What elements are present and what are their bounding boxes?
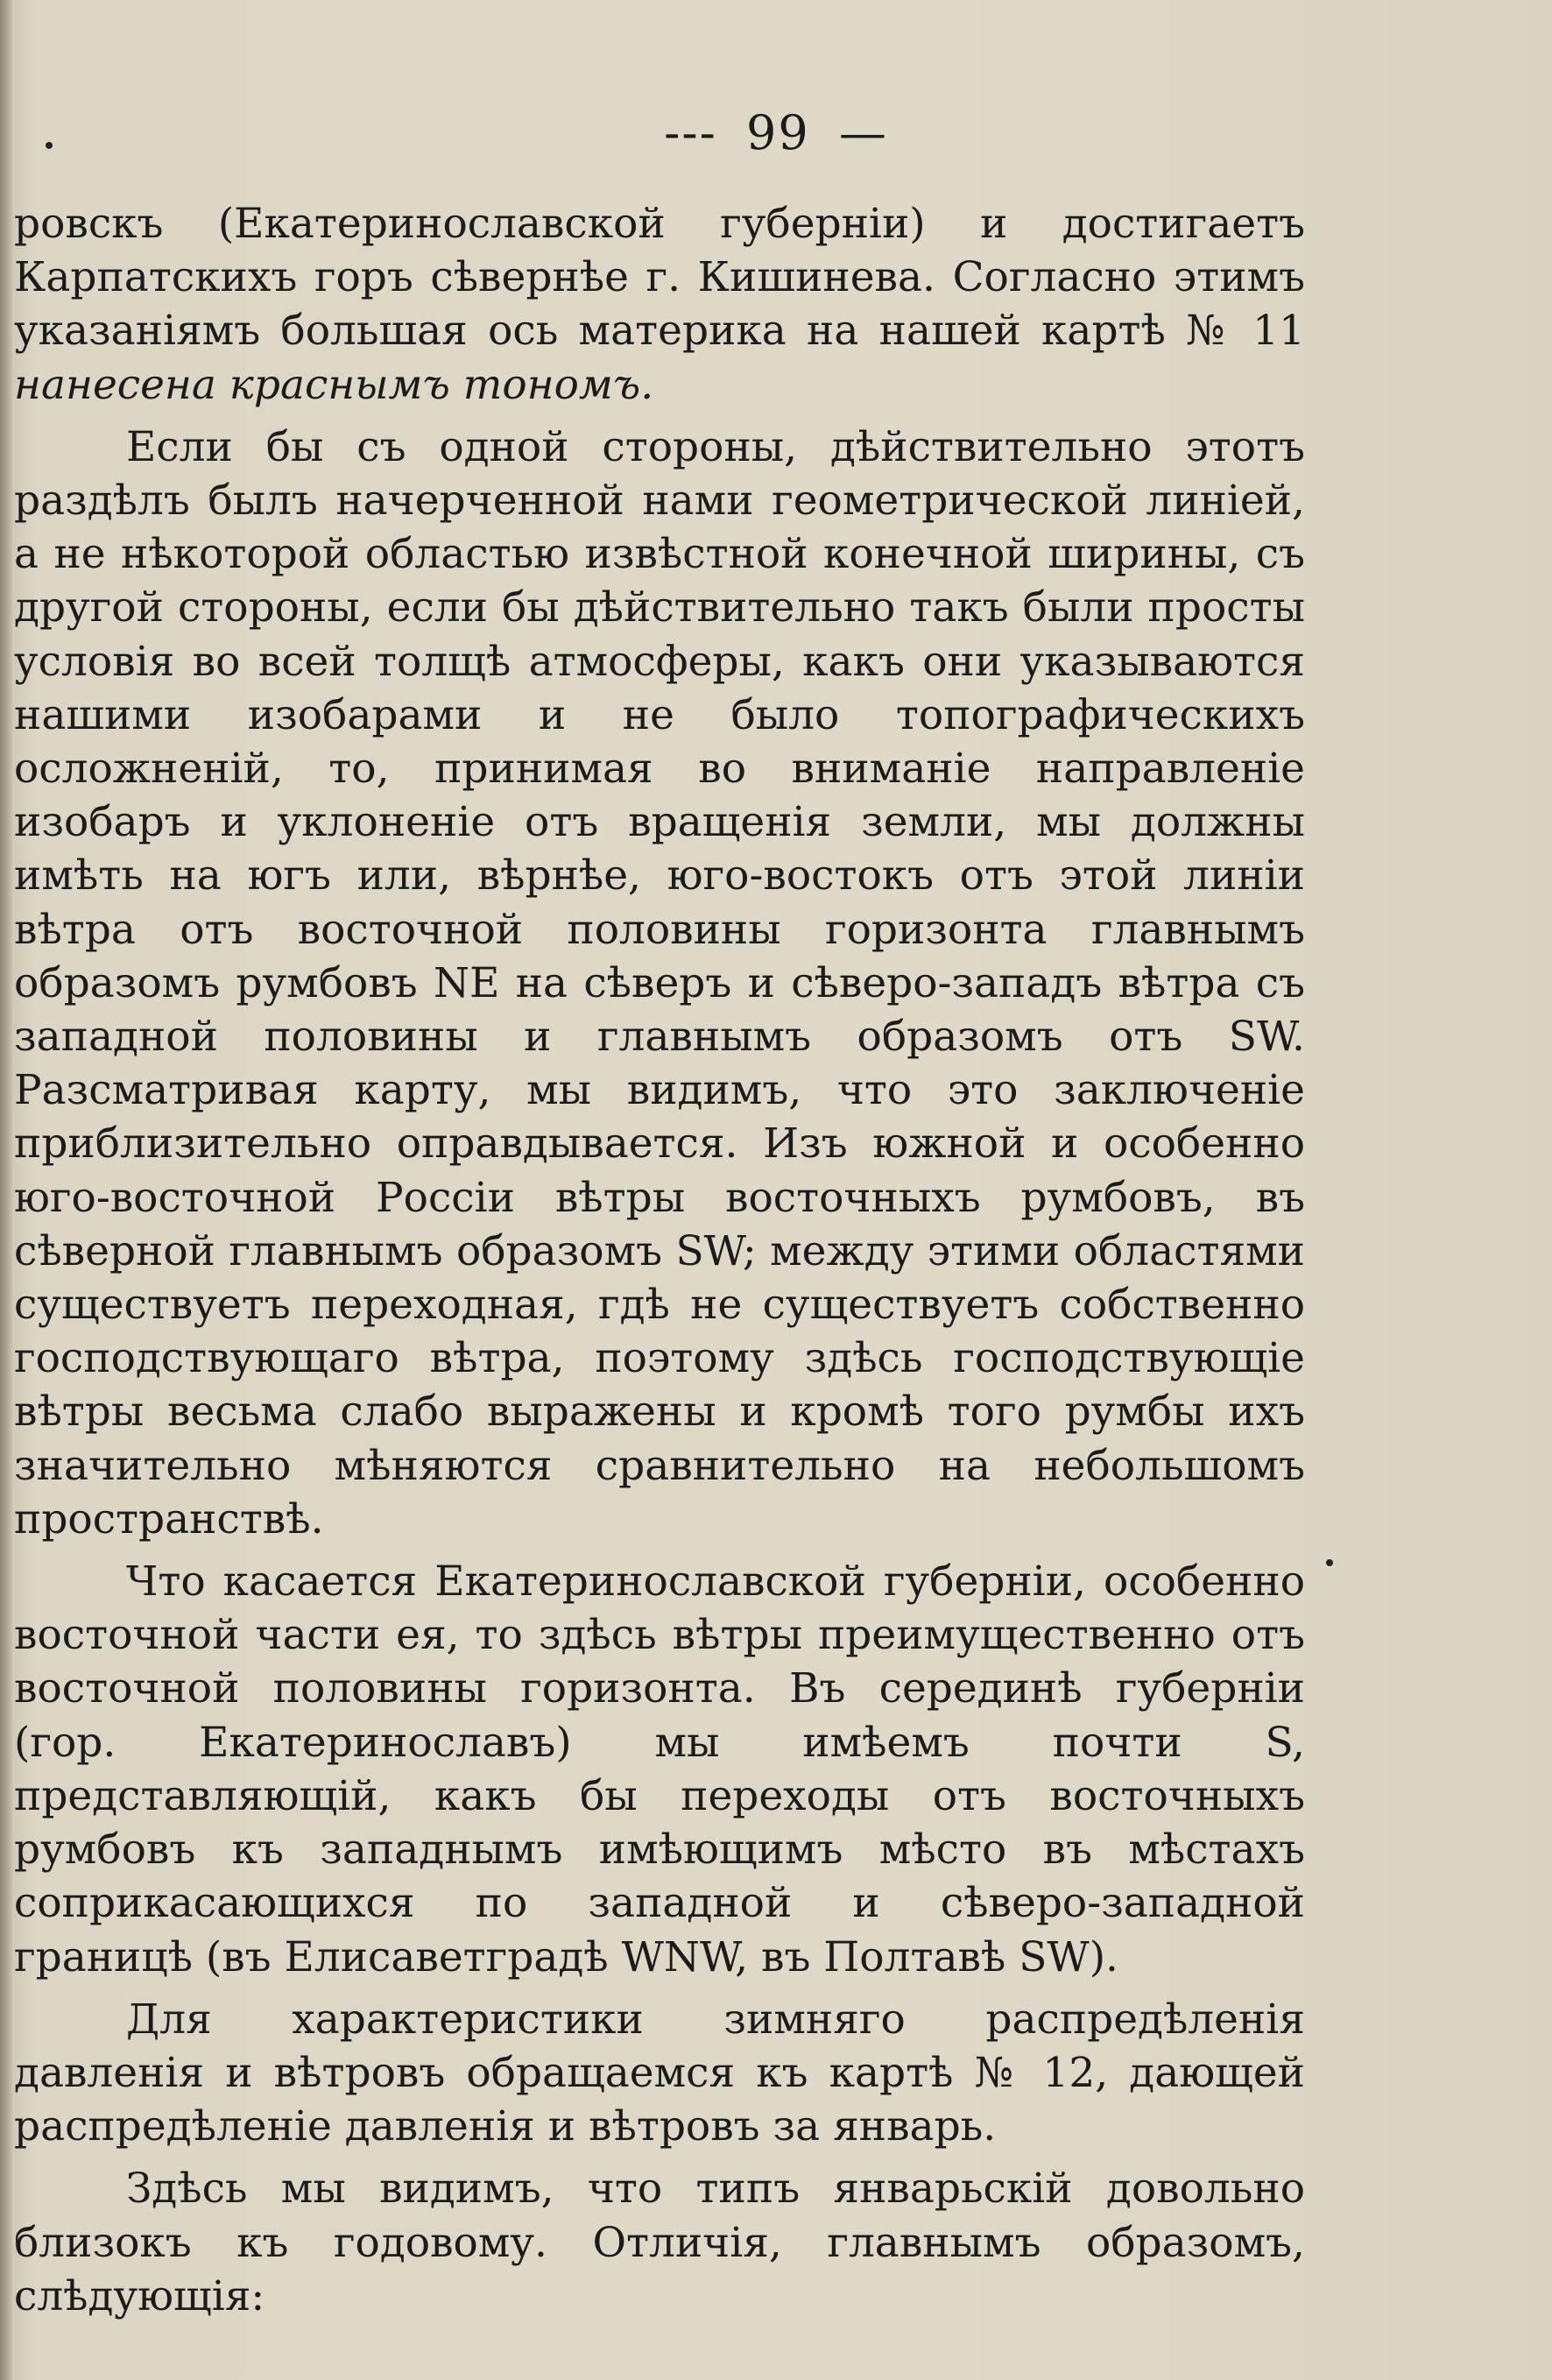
ink-speck (46, 142, 53, 149)
paragraph-1-text: ровскъ (Екатеринославской губерніи) и достигаетъ Карпатскихъ горъ сѣвернѣе г. Кишинева. Согласно этимъ указаніямъ большая ось материка на нашей картѣ № 11 (14, 200, 1305, 356)
paragraph-5: Здѣсь мы видимъ, что типъ январьскій довольно близокъ къ годовому. Отличія, главнымъ образомъ, слѣдующія: (14, 2165, 1305, 2320)
header-left-dash: --- (664, 105, 717, 160)
header-right-dash: — (838, 105, 888, 160)
paragraph-4: Для характеристики зимняго распредѣленія давленія и вѣтровъ обращаемся къ картѣ № 12, дающей распредѣленіе давленія и вѣтровъ за январь. (14, 1995, 1305, 2151)
spine-shadow (0, 0, 12, 2380)
paragraph-2: Если бы съ одной стороны, дѣйствительно этотъ раздѣлъ былъ начерченной нами геометрической линіей, а не нѣкоторой областью извѣстной конечной ширины, съ другой стороны, если бы дѣйствительно такъ были просты условія во всей толщѣ атмосферы, какъ они указываются нашими изобарами и не было топографическихъ осложненій, то, принимая во вниманіе направленіе изобаръ и уклоненіе отъ вращенія земли, мы должны имѣть на югъ или, вѣрнѣе, юго-востокъ отъ этой линіи вѣтра отъ восточной половины горизонта главнымъ образомъ румбовъ NE на сѣверъ и сѣверо-западъ вѣтра съ западной половины и главнымъ образомъ отъ SW. Разсматривая карту, мы видимъ, что это заключеніе приблизительно оправдывается. Изъ южной и особенно юго-восточной Россіи вѣтры восточныхъ румбовъ, въ сѣверной главнымъ образомъ SW; между этими областями существуетъ переходная, гдѣ не существуетъ собственно господствующаго вѣтра, поэтому здѣсь господствующіе вѣтры весьма слабо выражены и кромѣ того румбы ихъ значительно мѣняются сравнительно на небольшомъ пространствѣ. (14, 422, 1305, 1543)
paragraph-1-emphasis: нанесена краснымъ тономъ. (14, 360, 654, 409)
paragraph-1 (14, 197, 1305, 412)
ink-speck (1326, 1559, 1333, 1566)
body-text (14, 197, 1305, 2323)
page-number: 99 (746, 105, 810, 160)
paragraph-3: Что касается Екатеринославской губерніи, особенно восточной части ея, то здѣсь вѣтры преимущественно отъ восточной половины горизонта. Въ серединѣ губерніи (гор. Екатеринославъ) мы имѣемъ почти S, представляющій, какъ бы переходы отъ восточныхъ румбовъ къ западнымъ имѣющимъ мѣсто въ мѣстахъ соприкасающихся по западной и сѣверо-западной границѣ (въ Елисаветградѣ WNW, въ Полтавѣ SW). (14, 1557, 1305, 1981)
page-header (0, 105, 1552, 160)
